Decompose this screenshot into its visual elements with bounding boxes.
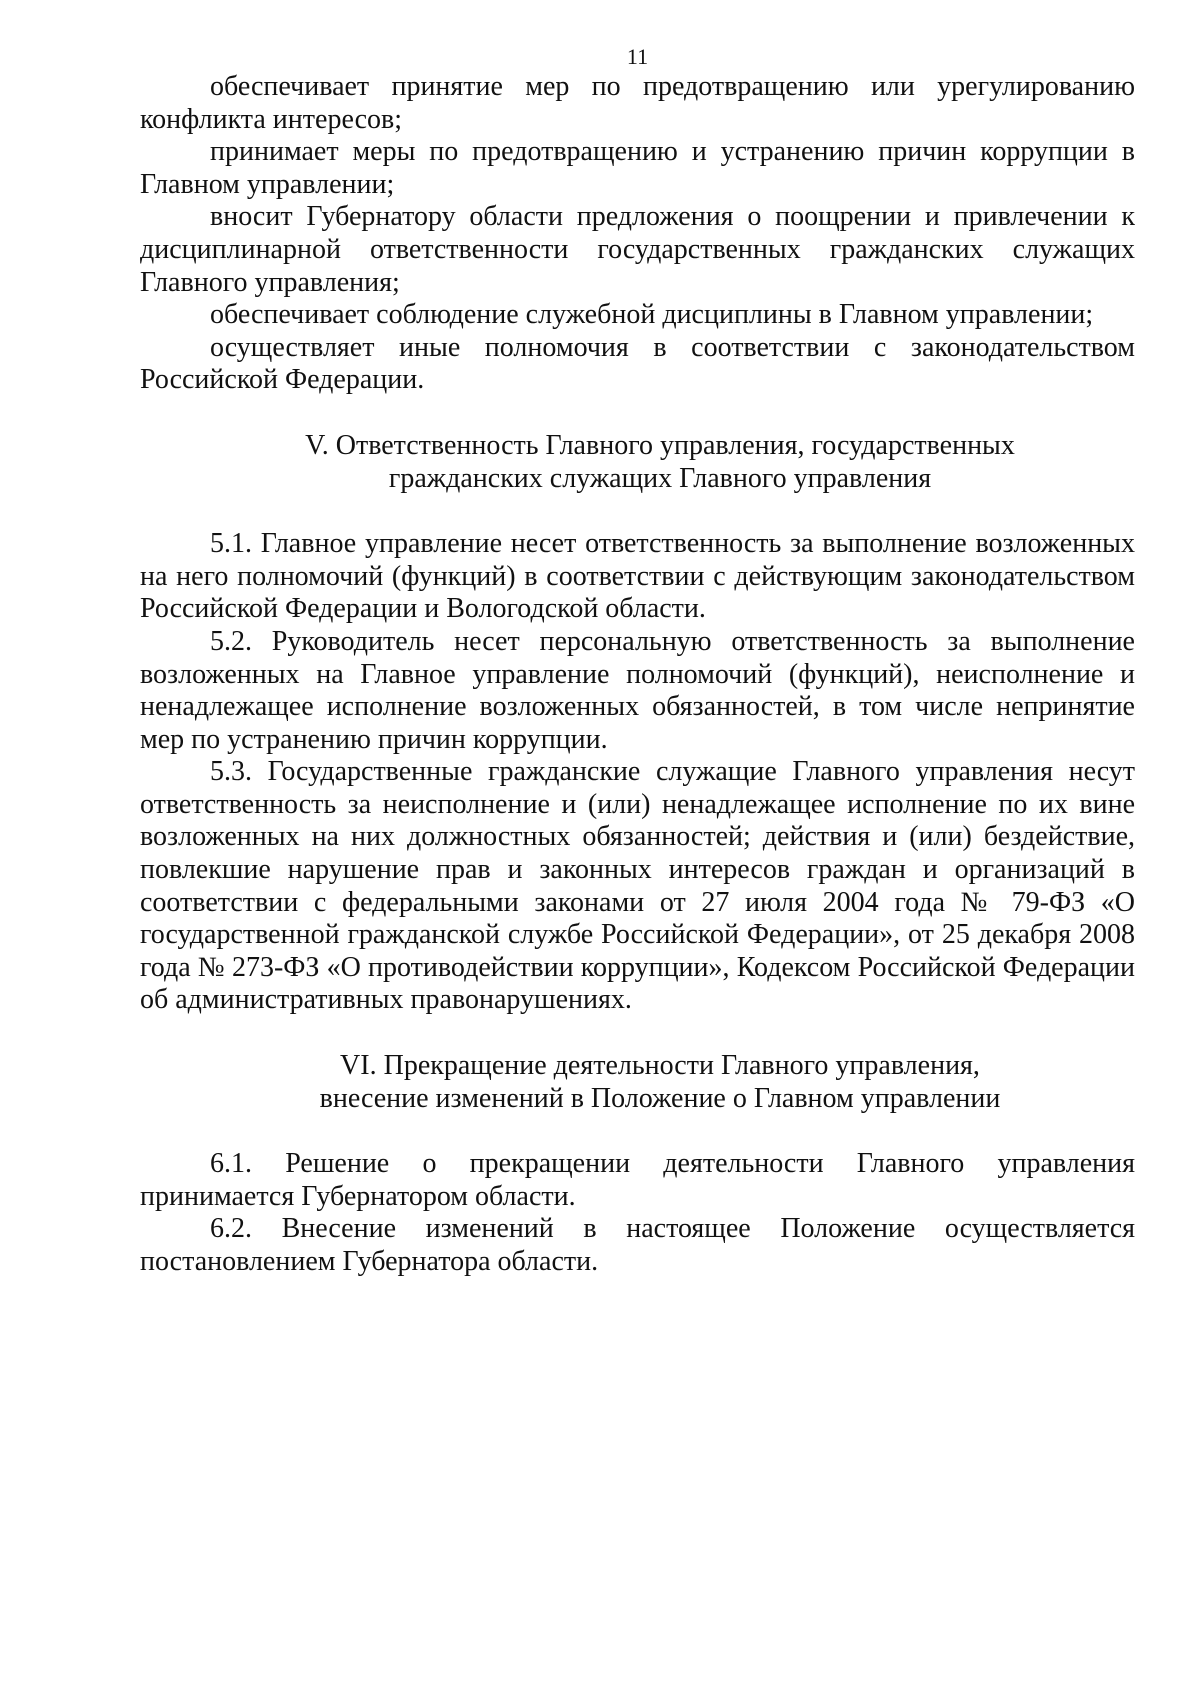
section-5-heading-line-2: гражданских служащих Главного управления (388, 462, 932, 494)
section-5-heading (140, 430, 1135, 495)
page-number: 11 (626, 44, 649, 69)
document-body (140, 71, 1135, 1279)
paragraph-discipline: обеспечивает соблюдение служебной дисциплины в Главном управлении; (210, 299, 1094, 331)
paragraph-5-3: 5.3. Государственные гражданские служащие Главного управления несут ответственность за неисполнение и (или) ненадлежащее исполнение по их вине возложенных на них должностных обязанностей; действия и (или) бездействие, повлекшие нарушение прав и законных интересов граждан и организаций в соответствии с федеральными законами от 27 июля 2004 года № 79-ФЗ «О государственной гражданской службе Российской Федерации», от 25 декабря 2008 года № 273-ФЗ «О противодействии коррупции», Кодексом Российской Федерации об административных правонарушениях. (140, 756, 1135, 1016)
section-6-body (140, 1148, 1135, 1278)
section-6-heading-line-1: VI. Прекращение деятельности Главного управления, (340, 1050, 980, 1082)
paragraph-5-2: 5.2. Руководитель несет персональную ответственность за выполнение возложенных на Главное управление полномочий (функций), неисполнение и ненадлежащее исполнение возложенных обязанностей, в том числе непринятие мер по устранению причин коррупции. (140, 625, 1135, 755)
paragraph-6-1: 6.1. Решение о прекращении деятельности Главного управления принимается Губернатором области. (140, 1148, 1135, 1212)
paragraph-5-1: 5.1. Главное управление несет ответственность за выполнение возложенных на него полномочий (функций) в соответствии с действующим законодательством Российской Федерации и Вологодской области. (140, 528, 1135, 625)
section-6-heading (140, 1050, 1135, 1115)
paragraph-6-2: 6.2. Внесение изменений в настоящее Положение осуществляется постановлением Губернатора области. (140, 1213, 1135, 1277)
paragraph-governor-proposals: вносит Губернатору области предложения о поощрении и привлечении к дисциплинарной ответственности государственных гражданских служащих Главного управления; (140, 201, 1135, 298)
paragraph-corruption-measures: принимает меры по предотвращению и устранению причин коррупции в Главном управлении; (140, 136, 1135, 200)
section-5-heading-line-1: V. Ответственность Главного управления, государственных (305, 429, 1015, 461)
paragraph-conflict-of-interest: обеспечивает принятие мер по предотвращению или урегулированию конфликта интересов; (140, 71, 1135, 135)
powers-list (140, 71, 1135, 397)
section-6-heading-line-2: внесение изменений в Положение о Главном управлении (319, 1082, 1001, 1114)
section-5-body (140, 528, 1135, 1017)
paragraph-other-powers: осуществляет иные полномочия в соответствии с законодательством Российской Федерации. (140, 331, 1135, 396)
